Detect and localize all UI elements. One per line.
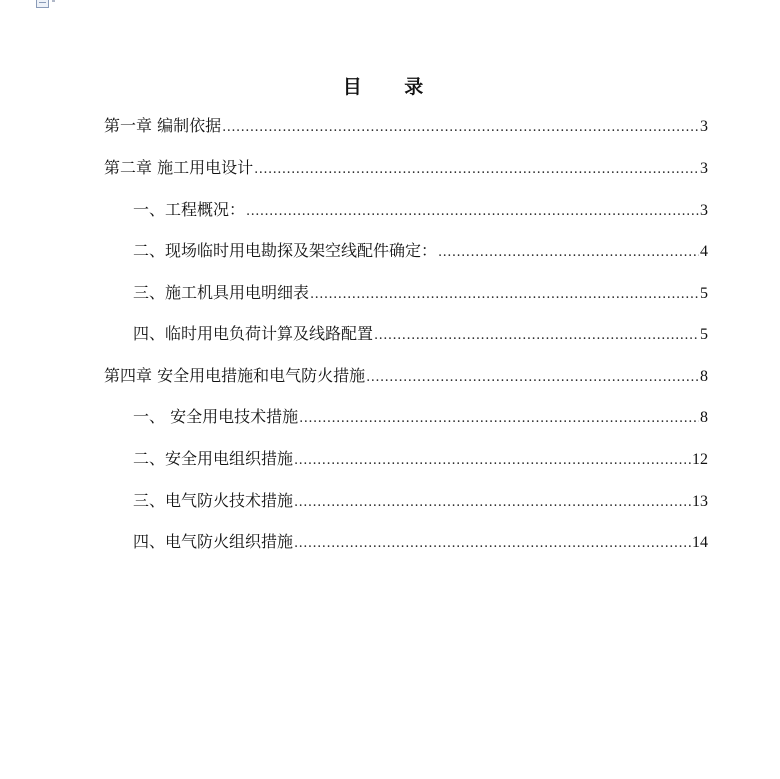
toc-entry-text: 第一章 编制依据 — [104, 116, 222, 135]
toc-entry-page: 4 — [700, 243, 708, 260]
toc-entry-page: 3 — [700, 202, 708, 219]
document-mark-icon — [52, 0, 55, 2]
toc-entry-page: 14 — [692, 534, 708, 551]
toc-entry-text: 三、施工机具用电明细表 — [133, 283, 310, 302]
toc-leader-dots — [299, 408, 699, 430]
toc-entry — [104, 115, 708, 137]
toc-entry — [133, 240, 708, 262]
toc-leader-dots — [310, 284, 699, 306]
toc-entry-page: 12 — [692, 451, 708, 468]
toc-leader-dots — [294, 492, 691, 514]
toc-entry — [133, 448, 708, 470]
toc-entry-page: 8 — [700, 409, 708, 426]
toc-entry — [104, 157, 708, 179]
toc-title: 目 录 — [342, 76, 442, 98]
toc-leader-dots — [254, 159, 699, 181]
toc-entry-text: 三、电气防火技术措施 — [133, 491, 294, 510]
toc-entry-text: 一、工程概况： — [133, 200, 246, 219]
toc-entry-text: 二、安全用电组织措施 — [133, 449, 294, 468]
toc-entry-page: 3 — [700, 118, 708, 135]
toc-entry — [133, 531, 708, 553]
toc-leader-dots — [366, 367, 699, 389]
toc-entry-text: 四、电气防火组织措施 — [133, 532, 294, 551]
toc-entry-page: 13 — [692, 493, 708, 510]
toc-leader-dots — [438, 242, 699, 264]
toc-entry — [133, 323, 708, 345]
toc-entry — [133, 282, 708, 304]
toc-entry-text: 第二章 施工用电设计 — [104, 158, 254, 177]
toc-entry-page: 8 — [700, 368, 708, 385]
toc-entry-text: 四、临时用电负荷计算及线路配置 — [133, 324, 374, 343]
toc-leader-dots — [246, 201, 699, 223]
toc-entry-text: 一、 安全用电技术措施 — [133, 407, 299, 426]
toc-leader-dots — [374, 325, 699, 347]
toc-entry-page: 5 — [700, 285, 708, 302]
toc-entry — [133, 199, 708, 221]
toc-entry-text: 二、现场临时用电勘探及架空线配件确定： — [133, 241, 438, 260]
document-icon — [36, 0, 49, 8]
toc-entry — [104, 365, 708, 387]
toc-entry-page: 3 — [700, 160, 708, 177]
toc-leader-dots — [294, 450, 691, 472]
toc-entry — [133, 406, 708, 428]
toc-leader-dots — [222, 117, 699, 139]
toc-entry-page: 5 — [700, 326, 708, 343]
toc-entry — [133, 490, 708, 512]
toc-entry-text: 第四章 安全用电措施和电气防火措施 — [104, 366, 366, 385]
toc-leader-dots — [294, 533, 691, 555]
